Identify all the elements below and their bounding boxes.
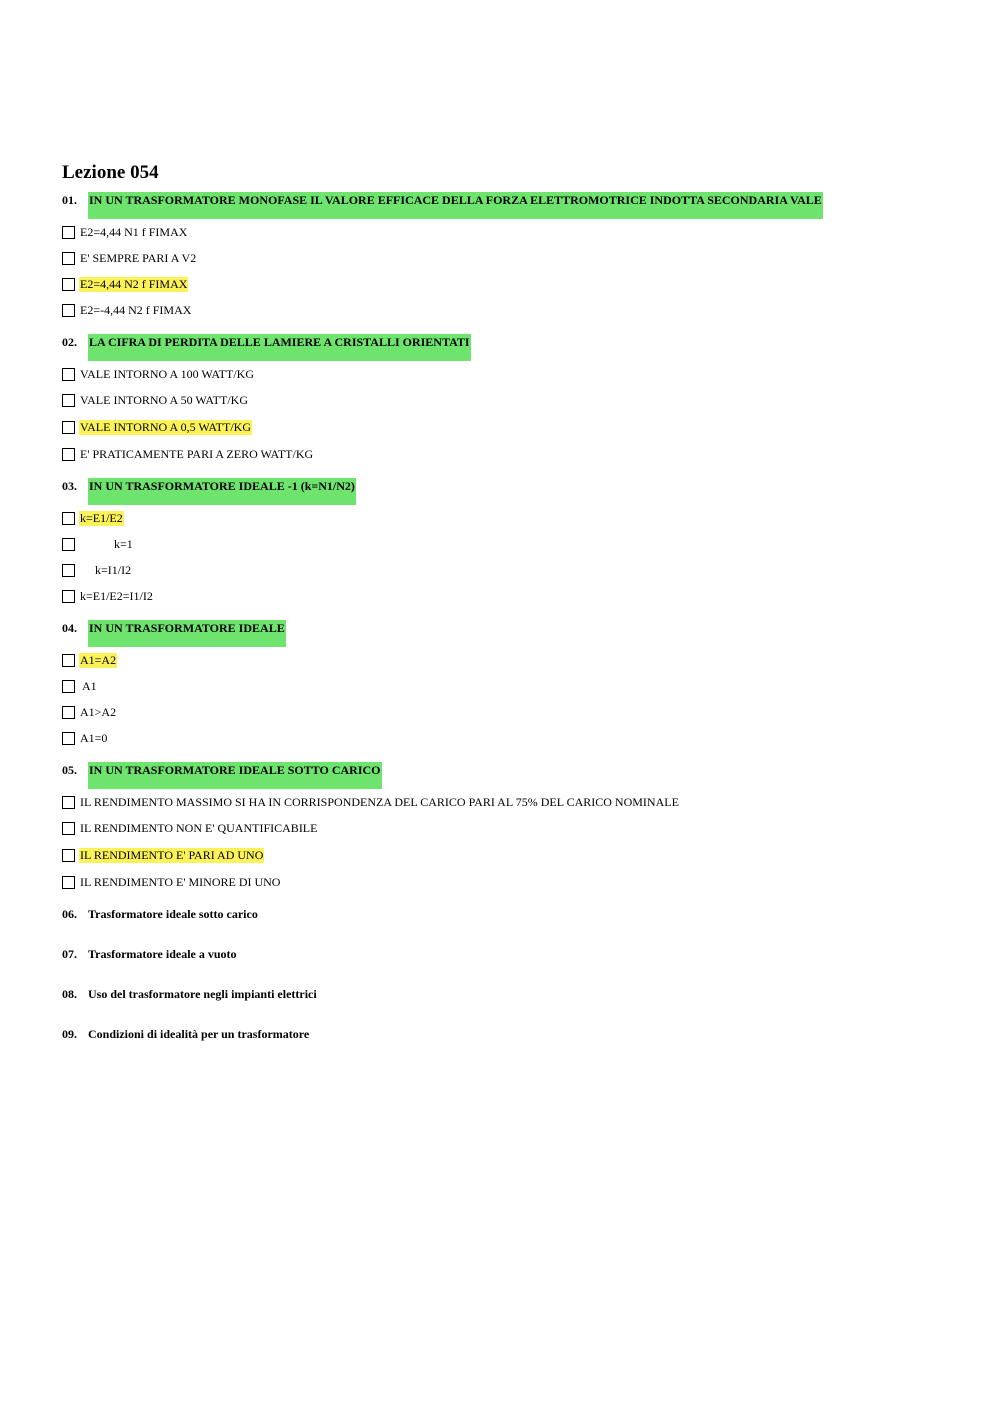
question-04 <box>62 620 942 751</box>
answer-label: E' SEMPRE PARI A V2 <box>80 250 197 265</box>
answer-checkbox[interactable] <box>62 796 75 809</box>
answer-checkbox[interactable] <box>62 304 75 317</box>
open-question <box>62 986 942 1026</box>
answer-label: k=I1/I2 <box>95 562 132 577</box>
question-03 <box>62 478 942 609</box>
answer-option[interactable] <box>62 583 942 609</box>
answer-label: IL RENDIMENTO NON E' QUANTIFICABILE <box>80 820 318 835</box>
answer-label: E2=4,44 N1 f FIMAX <box>80 224 188 239</box>
question-header <box>62 620 942 647</box>
answer-option[interactable] <box>62 531 942 557</box>
question-number: 02. <box>62 335 77 349</box>
open-question <box>62 946 942 986</box>
answer-option[interactable] <box>62 245 942 271</box>
question-text: Trasformatore ideale a vuoto <box>88 947 237 961</box>
answer-option[interactable] <box>62 361 942 387</box>
answer-label: k=E1/E2 <box>80 510 123 525</box>
open-question <box>62 906 942 946</box>
answer-checkbox[interactable] <box>62 512 75 525</box>
answer-label: A1>A2 <box>80 704 117 719</box>
question-number: 06. <box>62 907 77 921</box>
question-text: IN UN TRASFORMATORE MONOFASE IL VALORE EFFICACE DELLA FORZA ELETTROMOTRICE INDOTTA SECONDARIA VALE <box>88 192 823 219</box>
answer-label: VALE INTORNO A 50 WATT/KG <box>80 392 249 407</box>
answer-checkbox[interactable] <box>62 876 75 889</box>
answer-checkbox[interactable] <box>62 252 75 265</box>
answer-option[interactable] <box>62 673 942 699</box>
question-number: 04. <box>62 621 77 635</box>
question-text: IN UN TRASFORMATORE IDEALE SOTTO CARICO <box>88 762 382 789</box>
question-number: 08. <box>62 987 77 1001</box>
answer-label: E2=4,44 N2 f FIMAX <box>80 276 188 291</box>
answer-checkbox[interactable] <box>62 564 75 577</box>
question-number: 05. <box>62 763 77 777</box>
answer-label: IL RENDIMENTO E' PARI AD UNO <box>80 847 264 862</box>
answer-option[interactable] <box>62 557 942 583</box>
question-text: Trasformatore ideale sotto carico <box>88 907 258 921</box>
answer-label: A1=0 <box>80 730 108 745</box>
question-05 <box>62 762 942 895</box>
answer-option[interactable] <box>62 297 942 323</box>
answer-checkbox[interactable] <box>62 706 75 719</box>
question-header <box>62 762 942 789</box>
question-header <box>62 192 942 219</box>
question-header <box>62 478 942 505</box>
answer-label: E' PRATICAMENTE PARI A ZERO WATT/KG <box>80 446 314 461</box>
answer-option[interactable] <box>62 815 942 841</box>
answer-label: IL RENDIMENTO MASSIMO SI HA IN CORRISPONDENZA DEL CARICO PARI AL 75% DEL CARICO NOMINALE <box>80 794 679 809</box>
answer-option-correct[interactable] <box>62 505 942 531</box>
answer-option[interactable] <box>62 699 942 725</box>
answer-checkbox[interactable] <box>62 732 75 745</box>
question-text: IN UN TRASFORMATORE IDEALE <box>88 620 286 647</box>
answer-option-correct[interactable] <box>62 841 942 869</box>
answer-label: A1 <box>82 678 97 693</box>
question-text: IN UN TRASFORMATORE IDEALE -1 (k=N1/N2) <box>88 478 356 505</box>
answer-checkbox[interactable] <box>62 849 75 862</box>
question-number: 01. <box>62 193 77 207</box>
answer-label: VALE INTORNO A 0,5 WATT/KG <box>80 419 252 434</box>
question-number: 07. <box>62 947 77 961</box>
answer-option[interactable] <box>62 441 942 467</box>
answer-label: E2=-4,44 N2 f FIMAX <box>80 302 192 317</box>
question-number: 09. <box>62 1027 77 1041</box>
answer-checkbox[interactable] <box>62 822 75 835</box>
answer-checkbox[interactable] <box>62 421 75 434</box>
answer-option[interactable] <box>62 725 942 751</box>
document-page <box>62 162 942 1066</box>
answer-label: IL RENDIMENTO E' MINORE DI UNO <box>80 874 281 889</box>
answer-label: k=E1/E2=I1/I2 <box>80 588 153 603</box>
answer-option[interactable] <box>62 387 942 413</box>
answer-checkbox[interactable] <box>62 538 75 551</box>
answer-checkbox[interactable] <box>62 654 75 667</box>
question-02 <box>62 334 942 467</box>
answer-checkbox[interactable] <box>62 680 75 693</box>
lesson-title: Lezione 054 <box>62 162 159 183</box>
answer-label: VALE INTORNO A 100 WATT/KG <box>80 366 255 381</box>
answer-checkbox[interactable] <box>62 226 75 239</box>
question-text: Uso del trasformatore negli impianti elettrici <box>88 987 317 1001</box>
answer-checkbox[interactable] <box>62 590 75 603</box>
answer-option[interactable] <box>62 219 942 245</box>
answer-option[interactable] <box>62 789 942 815</box>
question-text: Condizioni di idealità per un trasformatore <box>88 1027 310 1041</box>
open-question <box>62 1026 942 1066</box>
answer-option-correct[interactable] <box>62 413 942 441</box>
question-text: LA CIFRA DI PERDITA DELLE LAMIERE A CRISTALLI ORIENTATI <box>88 334 471 361</box>
answer-checkbox[interactable] <box>62 448 75 461</box>
answer-option[interactable] <box>62 869 942 895</box>
answer-option-correct[interactable] <box>62 647 942 673</box>
open-questions <box>62 906 942 1066</box>
question-01 <box>62 192 942 323</box>
answer-checkbox[interactable] <box>62 368 75 381</box>
answer-option-correct[interactable] <box>62 271 942 297</box>
question-number: 03. <box>62 479 77 493</box>
answer-label: k=1 <box>114 536 133 551</box>
answer-checkbox[interactable] <box>62 278 75 291</box>
answer-label: A1=A2 <box>80 652 117 667</box>
answer-checkbox[interactable] <box>62 394 75 407</box>
question-header <box>62 334 942 361</box>
